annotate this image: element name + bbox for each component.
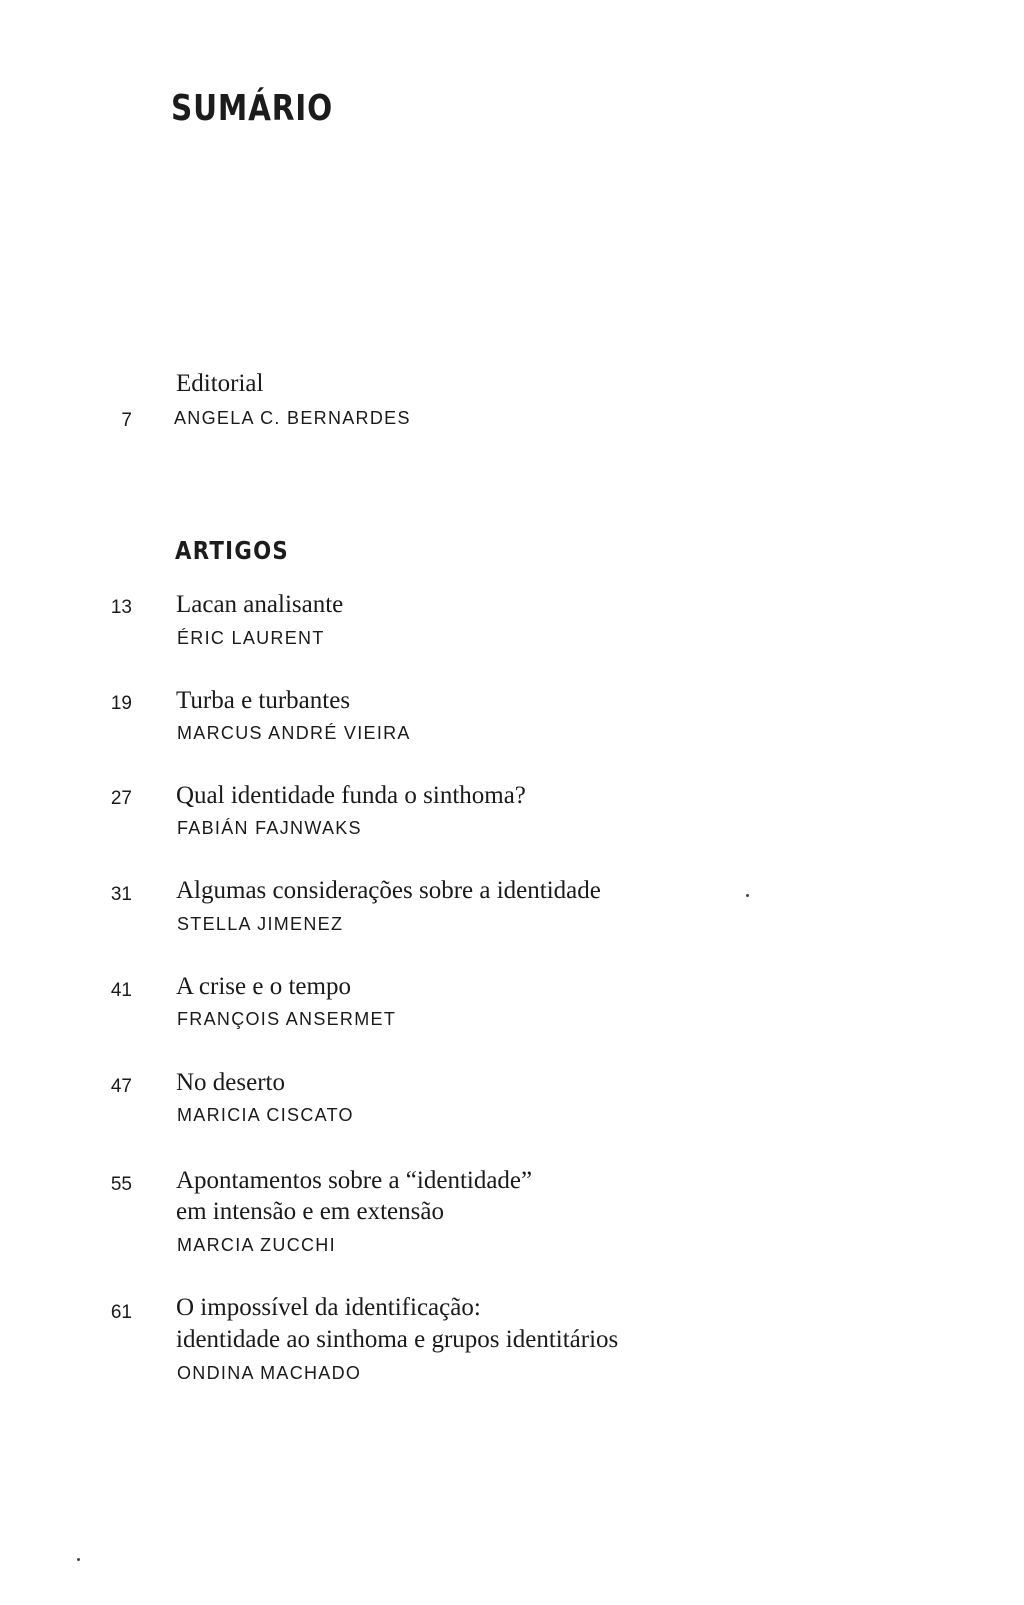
editorial-page-number: 7 bbox=[121, 410, 132, 431]
toc-entry-title: Qual identidade funda o sinthoma? bbox=[176, 782, 526, 809]
toc-entry-title: No deserto bbox=[176, 1069, 285, 1096]
toc-entry-author: FRANÇOIS ANSERMET bbox=[177, 1009, 397, 1029]
toc-entry-title-line-1: O impossível da identificação: bbox=[176, 1294, 481, 1321]
toc-page-number: 31 bbox=[110, 884, 132, 905]
toc-page-number: 19 bbox=[110, 693, 132, 714]
section-heading-artigos: ARTIGOS bbox=[175, 536, 289, 565]
editorial-title: Editorial bbox=[176, 370, 264, 397]
toc-entry-title: Turba e turbantes bbox=[176, 687, 351, 714]
editorial-author: ANGELA C. BERNARDES bbox=[174, 408, 411, 428]
toc-page-number: 61 bbox=[110, 1302, 132, 1323]
toc-entry-author: STELLA JIMENEZ bbox=[177, 914, 344, 934]
toc-entry-title: Algumas considerações sobre a identidade bbox=[176, 877, 601, 904]
toc-entry-author: ONDINA MACHADO bbox=[177, 1363, 362, 1383]
toc-page-number: 27 bbox=[110, 788, 132, 809]
page-title: SUMÁRIO bbox=[171, 88, 334, 129]
toc-entry-title-line-2: em intensão e em extensão bbox=[176, 1198, 444, 1225]
toc-page-number: 47 bbox=[110, 1076, 132, 1097]
toc-entry-author: FABIÁN FAJNWAKS bbox=[177, 818, 362, 838]
toc-entry-author: MARCIA ZUCCHI bbox=[177, 1235, 336, 1255]
toc-entry-title-line-2: identidade ao sinthoma e grupos identitários bbox=[176, 1326, 619, 1353]
toc-entry-author: ÉRIC LAURENT bbox=[177, 628, 325, 648]
toc-entry-title: A crise e o tempo bbox=[176, 973, 351, 1000]
toc-page-number: 13 bbox=[110, 597, 132, 618]
toc-page-number: 55 bbox=[110, 1174, 132, 1195]
toc-entry-author: MARCUS ANDRÉ VIEIRA bbox=[177, 723, 411, 743]
toc-page-number: 41 bbox=[110, 980, 132, 1001]
toc-entry-title-line-1: Apontamentos sobre a “identidade” bbox=[176, 1167, 533, 1194]
toc-entry-author: MARICIA CISCATO bbox=[177, 1105, 354, 1125]
toc-entry-title: Lacan analisante bbox=[176, 591, 344, 618]
scan-speck bbox=[77, 1558, 80, 1561]
scan-speck bbox=[746, 894, 749, 897]
